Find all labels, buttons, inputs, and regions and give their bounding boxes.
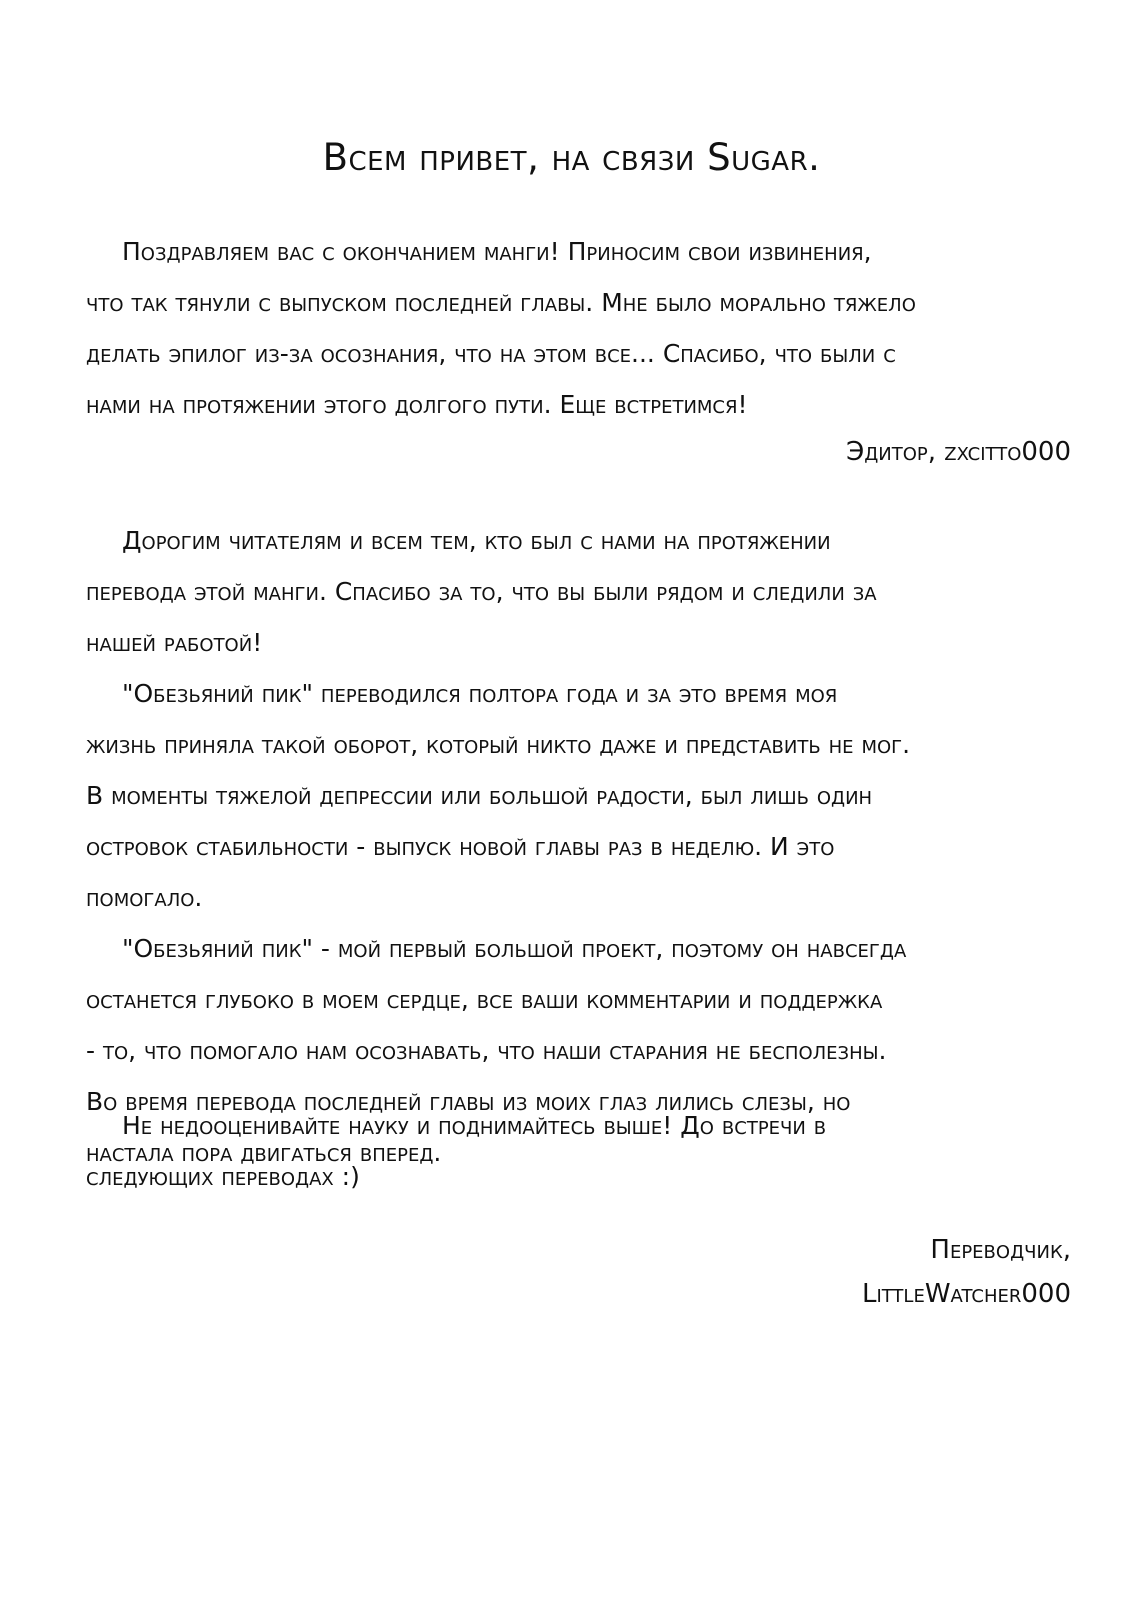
editor-note-line: что так тянули с выпуском последней главы. Мне было морально тяжело — [86, 288, 916, 317]
translator-note-line: Во время перевода последней главы из моих глаз лились слезы, но — [86, 1087, 851, 1116]
page-title: Всем привет, на связи Sugar. — [322, 136, 821, 179]
translator-signature — [862, 1228, 1071, 1316]
editor-note-line: нами на протяжении этого долгого пути. Еще встретимся! — [86, 390, 748, 419]
translator-signature-role: Переводчик, — [930, 1235, 1071, 1265]
editor-note-line: делать эпилог из-за осознания, что на этом все... Спасибо, что были с — [86, 339, 896, 368]
translator-note-line: нашей работой! — [86, 628, 263, 657]
translator-note-line: перевода этой манги. Спасибо за то, что вы были рядом и следили за — [86, 577, 877, 606]
closing-note — [86, 1100, 1076, 1202]
translator-note-line: останется глубоко в моем сердце, все ваши комментарии и поддержка — [86, 985, 883, 1014]
translator-note-line: - то, что помогало нам осознавать, что наши старания не бесполезны. — [86, 1036, 887, 1065]
translator-note-line: помогало. — [86, 883, 203, 912]
editor-note-line: Поздравляем вас с окончанием манги! Приносим свои извинения, — [122, 237, 872, 266]
translator-note-line: Дорогим читателям и всем тем, кто был с нами на протяжении — [122, 526, 831, 555]
translator-note-line: островок стабильности - выпуск новой главы раз в неделю. И это — [86, 832, 835, 861]
translator-signature-name: LittleWatcher000 — [861, 1279, 1071, 1309]
translator-note-line: настала пора двигаться вперед. — [86, 1138, 442, 1167]
editor-signature-text: Эдитор, zxcitto000 — [846, 437, 1071, 467]
translator-note-line: "Обезьяний пик" переводился полтора года и за это время моя — [122, 679, 838, 708]
translator-note — [86, 515, 1076, 1178]
translator-note-line: жизнь приняла такой оборот, который никто даже и представить не мог. — [86, 730, 911, 759]
editor-signature — [846, 430, 1071, 474]
translator-note-line: "Обезьяний пик" - мой первый большой проект, поэтому он навсегда — [122, 934, 907, 963]
closing-note-line: Не недооценивайте науку и поднимайтесь выше! До встречи в — [122, 1111, 827, 1140]
editor-note — [86, 226, 1076, 430]
closing-note-line: следующих переводах :) — [86, 1162, 360, 1191]
translator-note-line: В моменты тяжелой депрессии или большой радости, был лишь один — [86, 781, 873, 810]
